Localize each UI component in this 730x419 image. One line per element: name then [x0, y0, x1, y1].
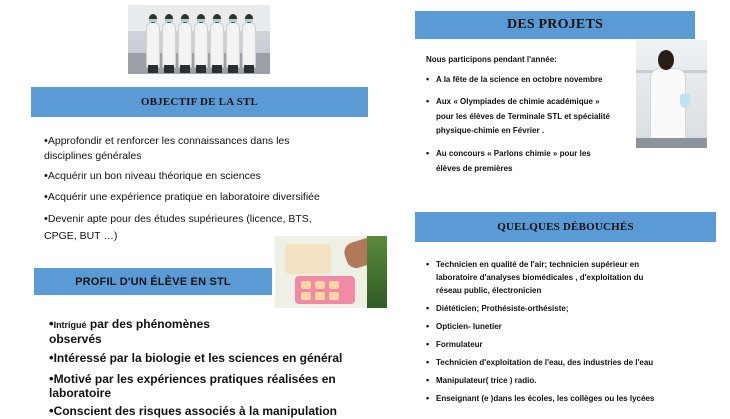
objectif-item-text: CPGE, BUT …)	[44, 230, 118, 242]
profil-item	[49, 385, 111, 401]
projets-intro: Nous participons pendant l'année:	[426, 55, 557, 64]
profil-item	[49, 403, 337, 419]
profil-item-text: par des phénomènes	[86, 317, 210, 331]
profil-header: PROFIL D'UN ÉLÈVE EN STL	[34, 268, 272, 295]
bullet: •	[426, 259, 430, 269]
projet-item	[426, 110, 610, 123]
projet-item-text: Au concours « Parlons chimie » pour les	[436, 149, 591, 158]
objectif-item-text: Approfondir et renforcer les connaissances dans les	[47, 135, 290, 147]
bullet: •	[49, 316, 54, 331]
objectif-item-text: Devenir apte pour des études supérieures (licence, BTS,	[47, 213, 312, 225]
objectif-item	[44, 190, 320, 205]
debouche-item	[426, 338, 483, 351]
profil-item-prefix: Intrigué	[53, 320, 87, 330]
bullet: •	[426, 393, 430, 403]
bullet: •	[426, 321, 430, 331]
projet-item-text: élèves de premières	[436, 164, 513, 173]
debouche-item-text: Opticien- lunetier	[436, 322, 502, 331]
bullet: •	[426, 339, 430, 349]
objectif-item	[44, 212, 312, 227]
bullet: •	[426, 74, 430, 84]
food-lab-photo	[275, 236, 387, 308]
objectif-item	[44, 169, 261, 184]
profil-item-text: observés	[49, 332, 102, 346]
bullet: •	[426, 303, 430, 313]
profil-item-text: Motivé par les expériences pratiques réalisées en	[53, 372, 336, 386]
projet-item-text: A la fête de la science en octobre novembre	[436, 75, 603, 84]
profil-item-text: Conscient des risques associés à la manipulation	[53, 404, 337, 418]
debouche-item	[426, 374, 536, 387]
bullet: •	[426, 357, 430, 367]
debouche-item-text: Technicien en qualité de l'air; technicien supérieur en	[436, 260, 640, 269]
debouche-item-text: Enseignant (e )dans les écoles, les collèges ou les lycées	[436, 394, 655, 403]
debouche-item-text: réseau public, électronicien	[436, 286, 542, 295]
debouche-item	[426, 320, 502, 333]
debouche-item-text: laboratoire d'analyses biomédicales , d'exploitation du	[436, 273, 644, 282]
objectif-item-text: Acquérir une expérience pratique en laboratoire diversifiée	[47, 191, 320, 203]
bullet: •	[44, 191, 48, 203]
bullet: •	[426, 96, 430, 106]
objectif-item	[44, 134, 290, 149]
debouche-item	[426, 258, 639, 271]
bullet: •	[426, 375, 430, 385]
projet-item	[426, 162, 513, 175]
debouches-header: QUELQUES DÉBOUCHÉS	[415, 212, 716, 242]
projets-header: DES PROJETS	[415, 11, 695, 39]
profil-item-text: laboratoire	[49, 386, 112, 400]
debouche-item	[426, 302, 568, 315]
debouche-item-text: Formulateur	[436, 340, 483, 349]
profil-item	[49, 331, 102, 347]
debouche-item	[426, 392, 654, 405]
projet-item	[426, 147, 591, 160]
objectif-item	[44, 229, 117, 244]
debouche-item-text: Diététicien; Prothésiste-orthésiste;	[436, 304, 569, 313]
bullet: •	[44, 170, 48, 182]
debouche-item	[426, 356, 653, 369]
profil-item-text: Intéressé par la biologie et les sciences en général	[53, 351, 343, 365]
bullet: •	[49, 350, 54, 365]
bullet: •	[44, 213, 48, 225]
projet-item-text: physique-chimie en Février .	[436, 126, 545, 135]
bullet: •	[426, 148, 430, 158]
debouche-item-text: Technicien d'exploitation de l'eau, des industries de l'eau	[436, 358, 654, 367]
bullet: •	[49, 371, 54, 386]
objectif-header: OBJECTIF DE LA STL	[31, 87, 368, 117]
projet-item	[426, 124, 544, 137]
projet-item	[426, 95, 600, 108]
objectif-item	[44, 149, 141, 164]
bullet: •	[44, 135, 48, 147]
objectif-item-text: disciplines générales	[44, 150, 142, 162]
student-lab-photo	[636, 40, 707, 148]
projet-item-text: Aux « Olympiades de chimie académique »	[436, 97, 600, 106]
profil-item	[49, 350, 342, 366]
debouche-item	[426, 271, 643, 284]
debouche-item	[426, 284, 541, 297]
lab-students-photo	[128, 5, 270, 74]
debouche-item-text: Manipulateur( trice ) radio.	[436, 376, 537, 385]
bullet: •	[49, 403, 54, 418]
objectif-item-text: Acquérir un bon niveau théorique en sciences	[47, 170, 261, 182]
projet-item	[426, 73, 602, 86]
projet-item-text: pour les élèves de Terminale STL et spécialité	[436, 112, 610, 121]
